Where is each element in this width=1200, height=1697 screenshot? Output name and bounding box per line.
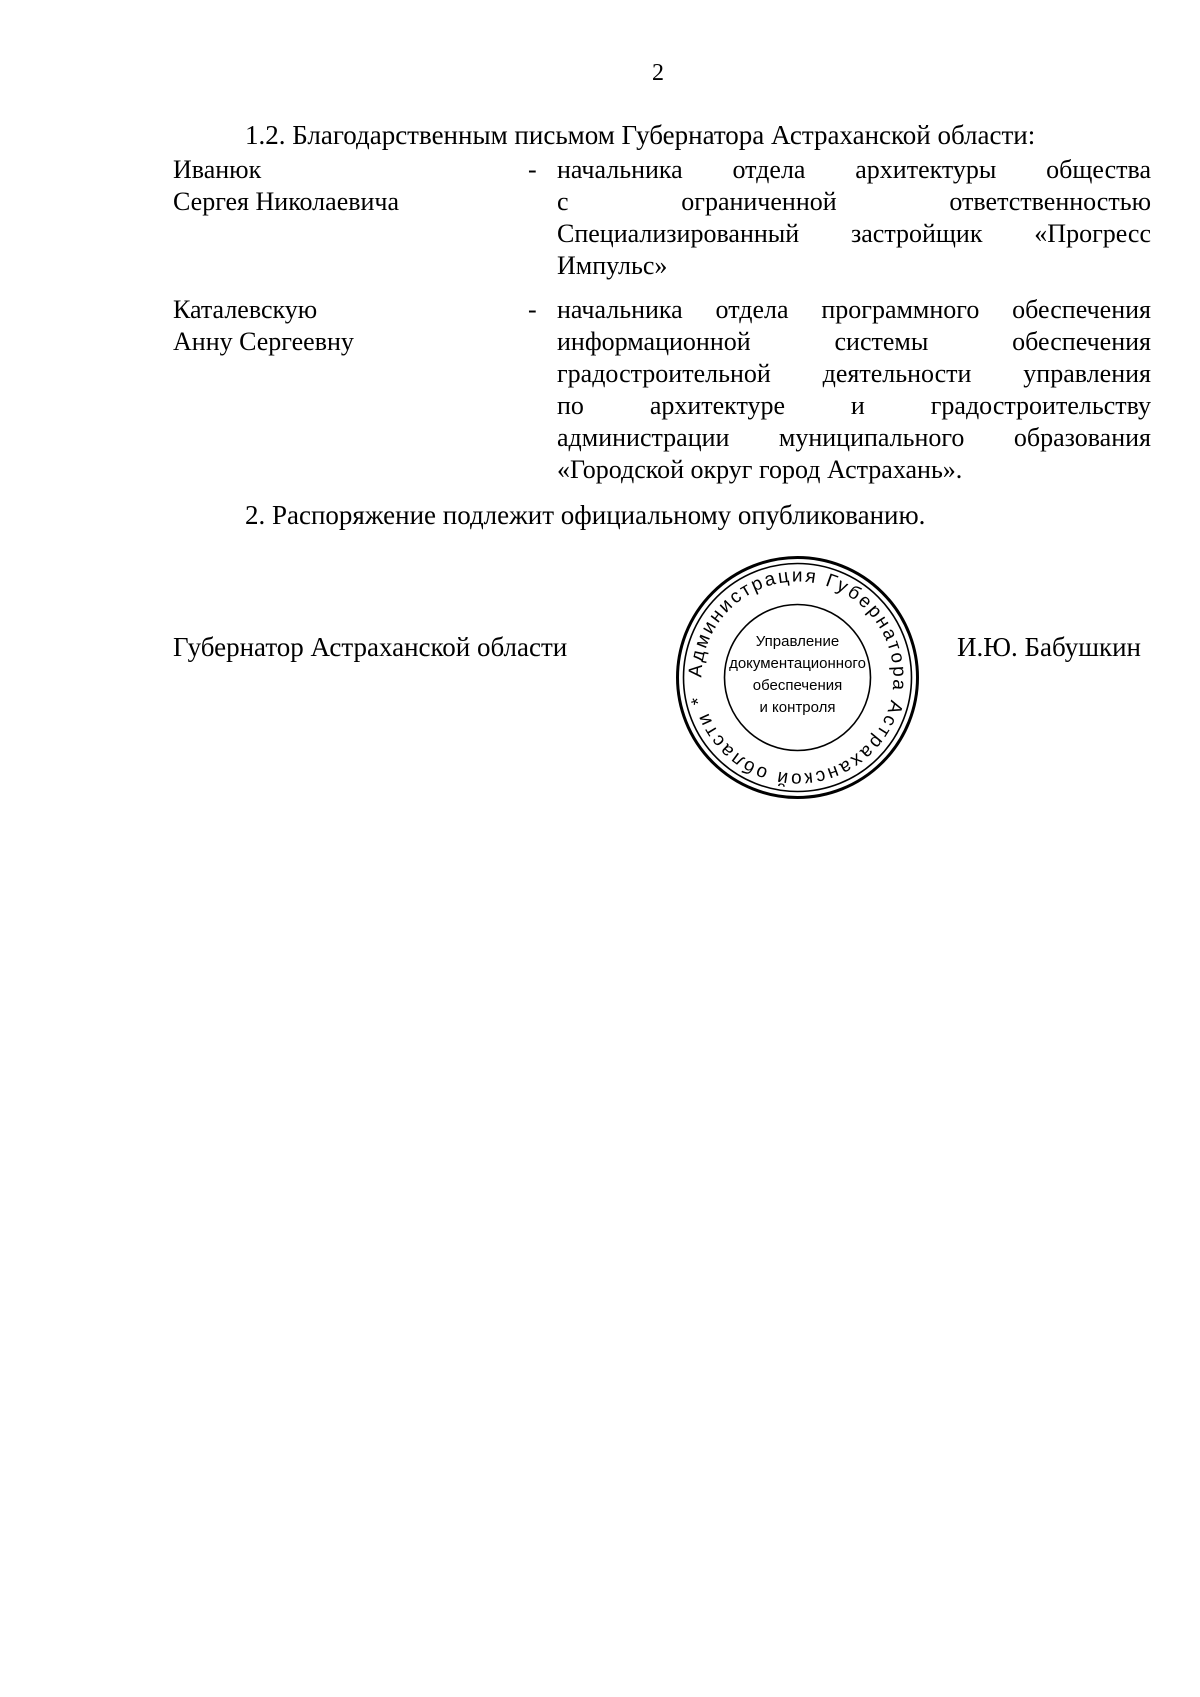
awardee-2-dash: - [528, 295, 537, 324]
signatory-name: И.Ю. Бабушкин [957, 632, 1142, 662]
stamp-ring-text-path: Администрация Губернатора Астраханской области * [685, 565, 910, 790]
official-stamp [675, 555, 920, 800]
stamp-center-line: и контроля [759, 699, 836, 716]
awardee-1-given-name: Сергея Николаевича [173, 187, 400, 216]
stamp-center-line: документационного [729, 655, 866, 672]
awardee-1-position-line: начальника отдела архитектуры общества [557, 155, 1151, 184]
awardee-2-position-line: градостроительной деятельности управления [557, 359, 1151, 388]
awardee-1-surname: Иванюк [173, 155, 262, 184]
awardee-1-dash: - [528, 155, 537, 184]
awardee-2-position-line: администрации муниципального образования [557, 423, 1151, 452]
page-number: 2 [652, 60, 664, 86]
awardee-2-given-name: Анну Сергеевну [173, 327, 354, 356]
awardee-2-position-line: информационной системы обеспечения [557, 327, 1151, 356]
awardee-1-position-line: Импульс» [557, 251, 668, 280]
awardee-1-position-line: Специализированный застройщик «Прогресс [557, 219, 1151, 248]
signatory-title: Губернатор Астраханской области [173, 632, 568, 662]
section-2-text: 2. Распоряжение подлежит официальному опубликованию. [245, 500, 926, 530]
awardee-2-position-line: по архитектуре и градостроительству [557, 391, 1151, 420]
awardee-2-surname: Каталевскую [173, 295, 318, 324]
awardee-2-position-line: «Городской округ город Астрахань». [557, 455, 963, 484]
stamp-center-line: обеспечения [752, 677, 843, 694]
stamp-center-line: Управление [755, 633, 840, 650]
awardee-1-position-line: с ограниченной ответственностью [557, 187, 1151, 216]
awardee-2-position-line: начальника отдела программного обеспечения [557, 295, 1151, 324]
section-1-2-heading: 1.2. Благодарственным письмом Губернатора Астраханской области: [245, 120, 1036, 150]
